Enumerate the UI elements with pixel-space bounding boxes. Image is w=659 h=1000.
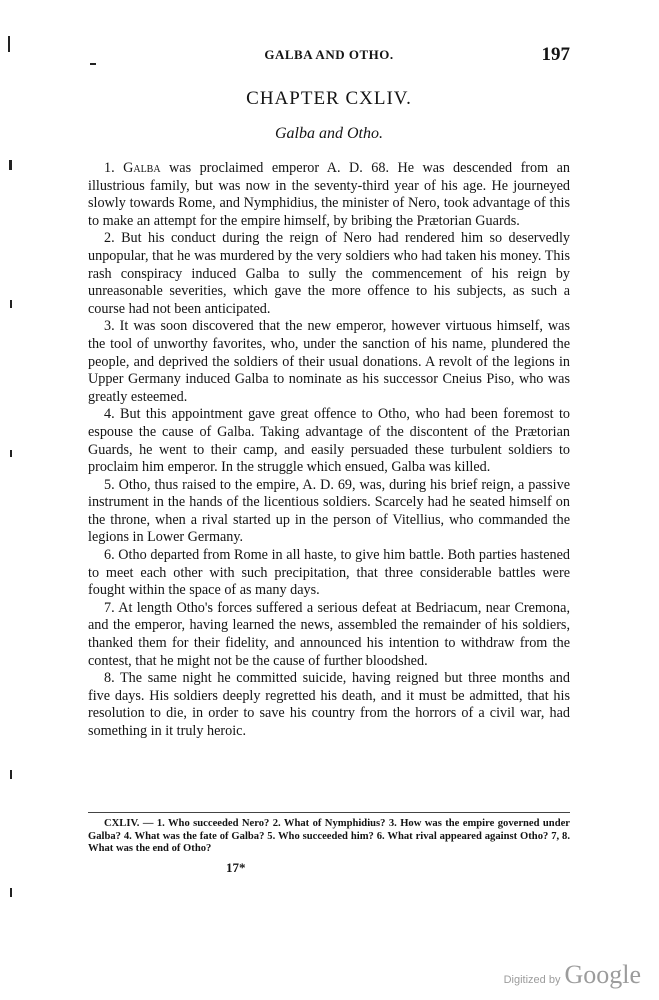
paragraph-text: Otho, thus raised to the empire, A. D. 69, was, during his brief reign, a passive instrument in the hands of the licentious soldiers. Scarcely had he seated himself on the throne, when a rival started up in the person of Vitellius, who commanded the legions in Lower Germany. [88, 476, 571, 546]
margin-mark [8, 36, 10, 52]
margin-mark [10, 770, 12, 779]
paragraph-number: 1. [104, 160, 115, 176]
paragraph [88, 318, 570, 406]
paragraph-text: At length Otho's forces suffered a serious defeat at Bedriacum, near Cremona, and the emperor, having learned the news, assembled the remainder of his soldiers, thanked them for their fidelity, and announced his intention to withdraw from the contest, that he might not be the cause of further bloodshed. [88, 599, 570, 669]
paragraph [88, 670, 570, 740]
paragraph-text: The same night he committed suicide, having reigned but three months and five days. His soldiers deeply regretted his death, and it must be admitted, that his resolution to die, in order to save his country from the horrors of a civil war, had something in it truly heroic. [88, 670, 570, 739]
paragraph [88, 477, 570, 547]
margin-mark [9, 160, 12, 170]
paragraph [88, 547, 570, 600]
chapter-title: CHAPTER CXLIV. [246, 88, 412, 109]
page-number: 197 [541, 44, 570, 65]
chapter-subtitle: Galba and Otho. [275, 125, 383, 142]
watermark [504, 960, 641, 990]
paragraph-text: was proclaimed emperor A. D. 68. He was descended from an illustrious family, but was now in the seventy-third year of his age. He journeyed slowly towards Rome, and Nymphidius, the minister of Nero, took advantage of this to make an attempt for the empire himself, by bribing the Prætorian Guards. [88, 160, 571, 229]
paragraph [88, 160, 570, 230]
paragraph-number: 7. [104, 599, 115, 616]
paragraph-number: 4. [104, 406, 115, 423]
paragraph-number: 6. [104, 547, 115, 564]
paragraph-number: 5. [104, 476, 115, 493]
signature-mark: 17* [226, 860, 246, 875]
paragraph-number: 2. [104, 230, 115, 247]
paragraph-number: 8. [104, 670, 115, 687]
paragraph [88, 230, 570, 318]
paragraph [88, 600, 570, 670]
paragraph-number: 3. [104, 318, 115, 335]
paragraph-text: Otho departed from Rome in all haste, to give him battle. Both parties hastened to meet each other with such precipitation, that three considerable battles were fought within the space of as many days. [88, 547, 571, 599]
margin-mark [10, 888, 12, 897]
body-text [88, 160, 570, 741]
paragraph-text: It was soon discovered that the new emperor, however virtuous himself, was the tool of unworthy favorites, who, under the sanction of his name, plundered the people, and deprived the soldiers of their usual donations. A revolt of the legions in Upper Germany induced Galba to nominate as his successor Cneius Piso, who was greatly esteemed. [88, 318, 570, 405]
margin-mark [10, 300, 12, 308]
paragraph-text: But his conduct during the reign of Nero had rendered him so deservedly unpopular, that he was murdered by the very soldiers who had taken his money. This rash conspiracy induced Galba to sully the commencement of his reign by unreasonable severities, which gave the more offence to his subjects, as such a course had not been anticipated. [88, 230, 570, 317]
footnote [88, 818, 570, 856]
paragraph [88, 406, 570, 476]
lead-word: Galba [123, 160, 161, 176]
watermark-logo: Google [564, 960, 641, 989]
running-title: GALBA AND OTHO. [264, 47, 394, 62]
paragraph-text: But this appointment gave great offence to Otho, who had been foremost to espouse the cause of Galba. Taking advantage of the discontent of the Prætorian Guards, he went to their camp, and easily persuaded these turbulent soldiers to proclaim him emperor. In the struggle which ensued, Galba was killed. [88, 406, 571, 476]
margin-mark [10, 450, 12, 457]
watermark-prefix: Digitized by [503, 974, 561, 986]
running-head [88, 44, 570, 68]
footnote-divider [88, 812, 570, 813]
footnote-text: CXLIV. — 1. Who succeeded Nero? 2. What of Nymphidius? 3. How was the empire governed under Galba? 4. What was the fate of Galba? 5. Who succeeded him? 6. What rival appeared against Otho? 7, 8. What was the end of Otho? [88, 818, 570, 855]
